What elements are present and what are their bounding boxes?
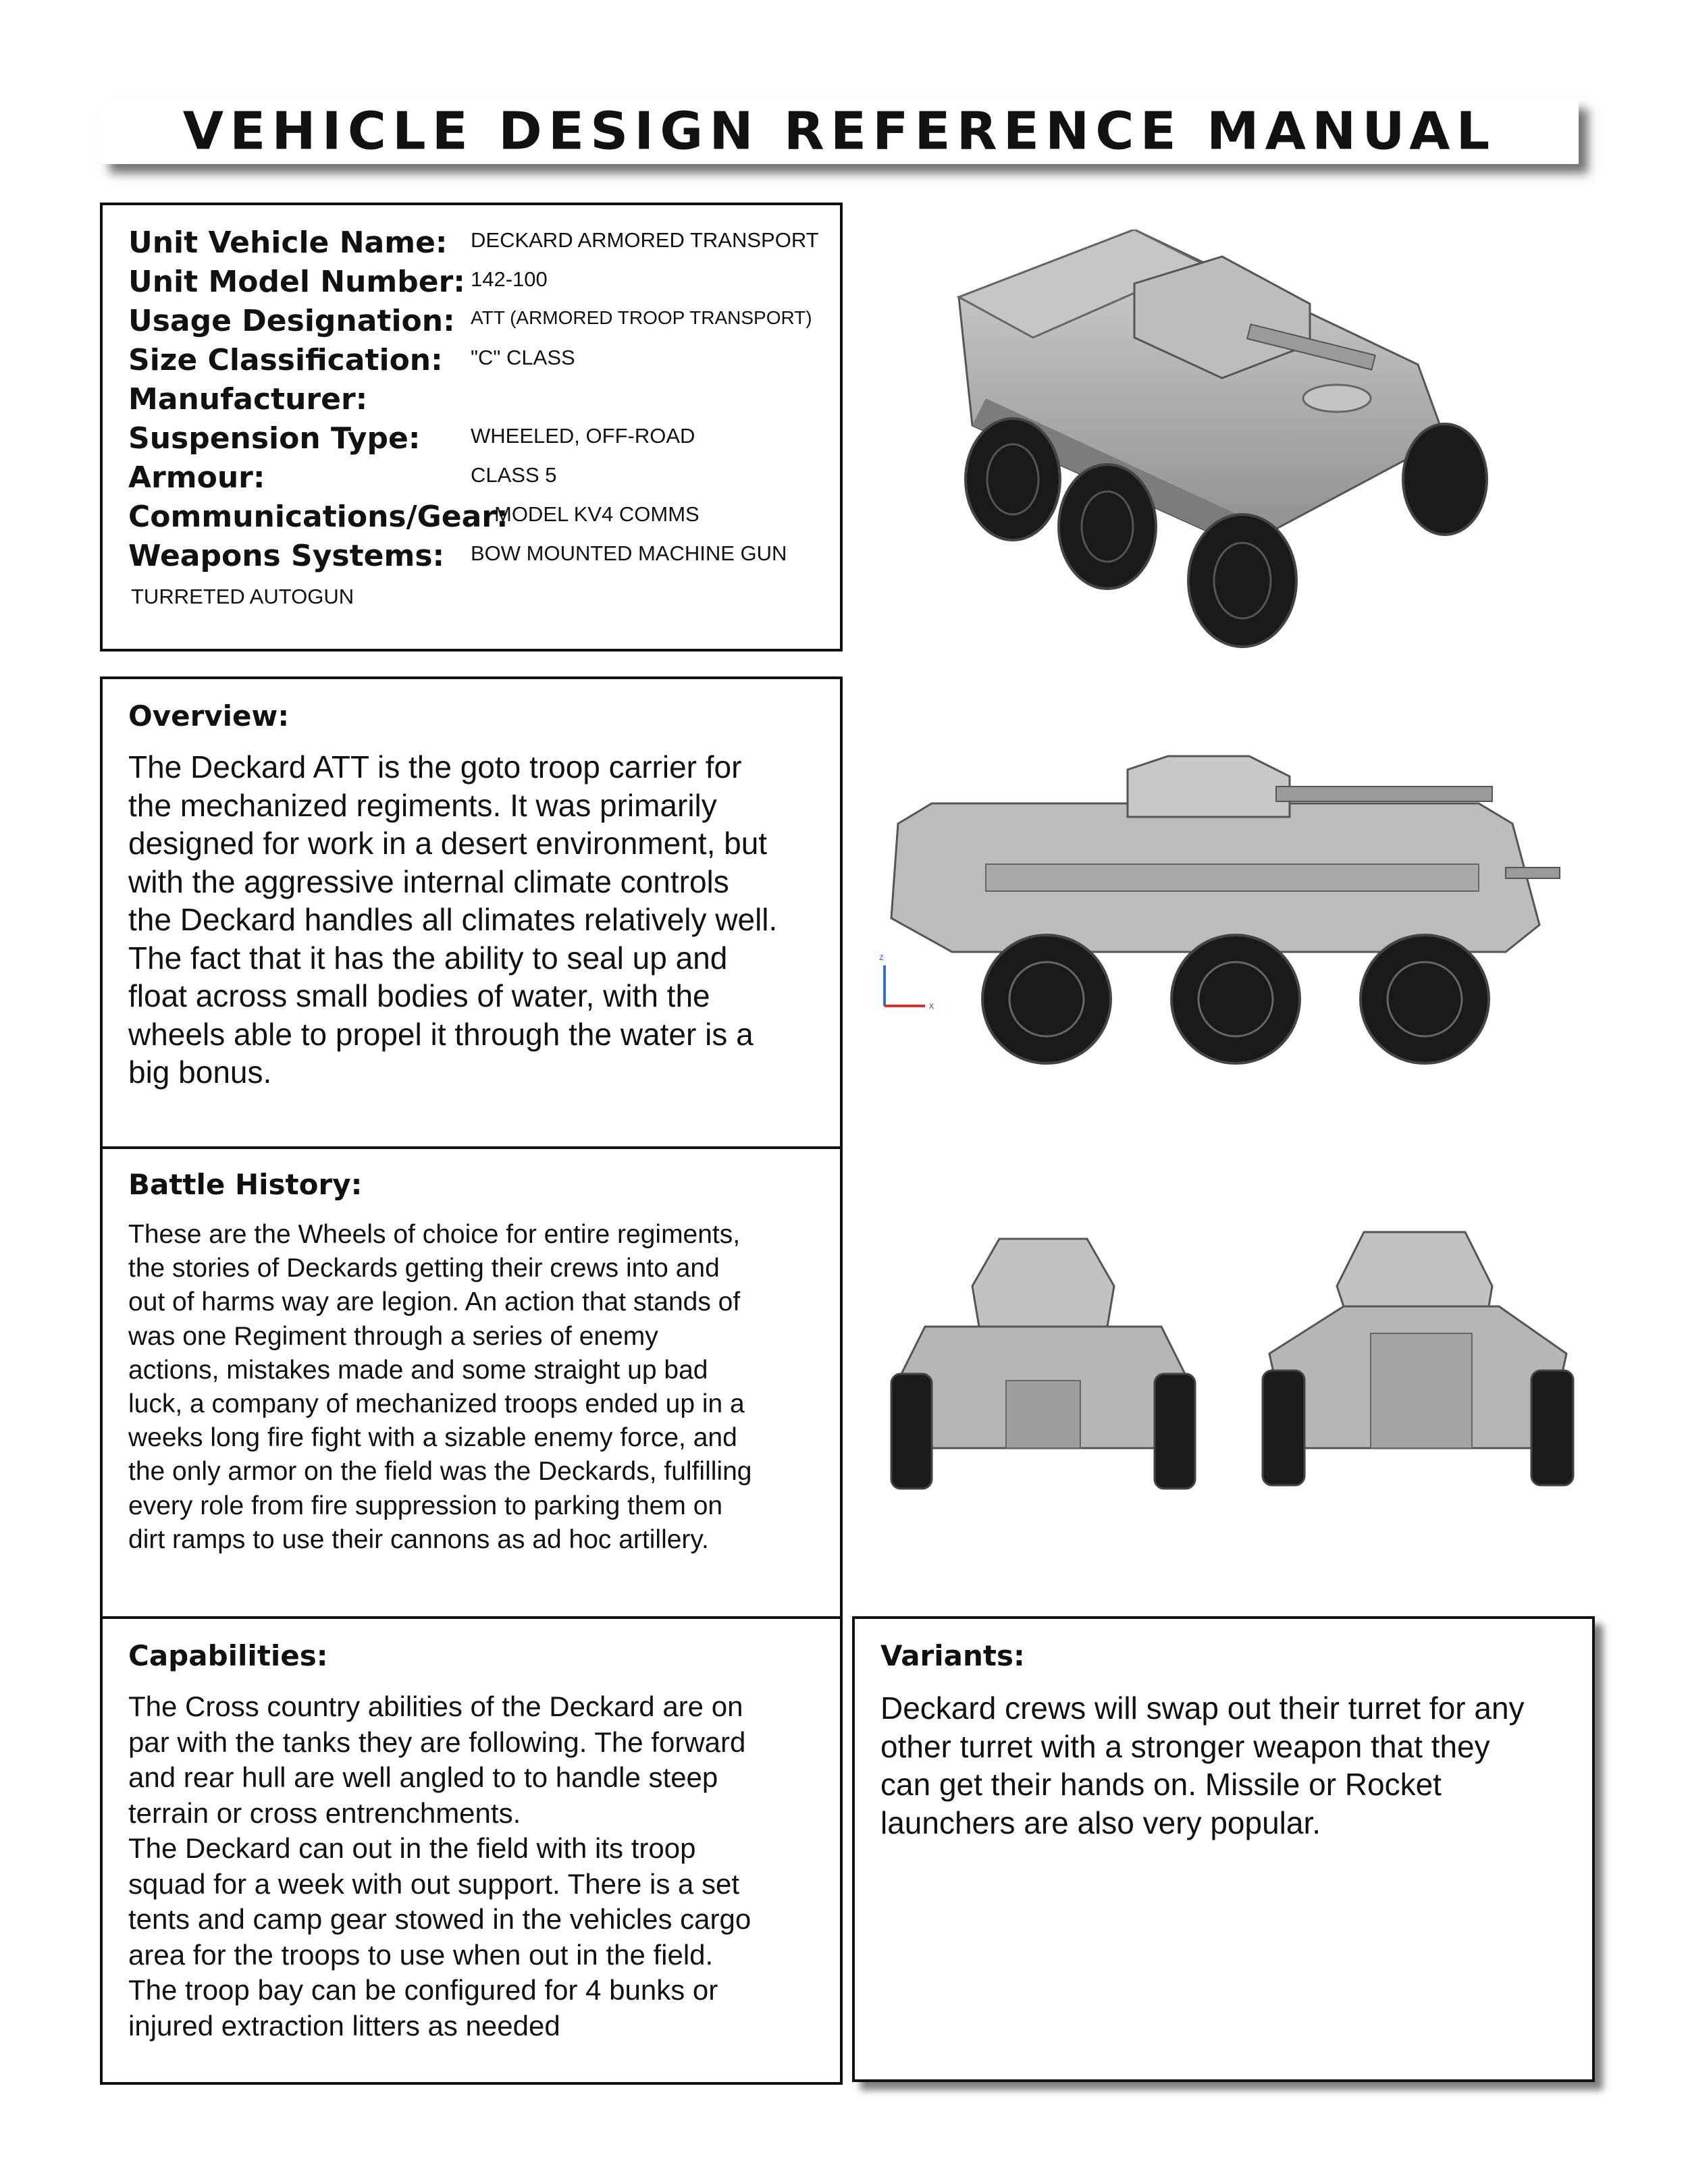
wheel-icon <box>966 419 1060 540</box>
axis-z-label: z <box>879 951 884 962</box>
spec-label: Unit Model Number: <box>128 265 465 299</box>
text-line: The troop bay can be configured for 4 bunks or <box>128 1974 718 2006</box>
text-line: luck, a company of mechanized troops ended up in a <box>128 1389 745 1419</box>
front-grille <box>1006 1381 1080 1448</box>
vehicle-rear-view <box>1256 1225 1580 1495</box>
spec-value: MODEL KV4 COMMS <box>494 502 700 526</box>
text-line: designed for work in a desert environment, but <box>128 826 768 861</box>
text-line: can get their hands on. Missile or Rocket <box>880 1767 1442 1802</box>
capabilities-panel <box>100 1616 843 2085</box>
text-line: weeks long fire fight with a sizable enemy force, and <box>128 1423 737 1453</box>
rear-door <box>1371 1333 1472 1448</box>
text-line: float across small bodies of water, with the <box>128 978 710 1013</box>
spec-label: Manufacturer: <box>128 382 368 417</box>
text-line: terrain or cross entrenchments. <box>128 1796 521 1829</box>
overview-panel <box>100 676 843 1149</box>
battle-history-panel <box>100 1146 843 1619</box>
spec-value: 142-100 <box>471 267 548 291</box>
text-line: The Deckard can out in the field with its troop <box>128 1832 696 1864</box>
wheel-icon <box>1188 514 1296 647</box>
axis-x-label: x <box>929 1000 934 1011</box>
text-line: every role from fire suppression to parking them on <box>128 1491 723 1520</box>
variants-title: Variants: <box>880 1639 1025 1672</box>
overview-title: Overview: <box>128 699 290 733</box>
battle-history-text <box>128 1218 824 1557</box>
wheel-icon <box>1531 1370 1573 1485</box>
text-line: launchers are also very popular. <box>880 1805 1321 1840</box>
wheel-icon <box>1403 424 1487 535</box>
spec-value: BOW MOUNTED MACHINE GUN <box>471 541 787 565</box>
text-line: area for the troops to use when out in the field. <box>128 1938 714 1971</box>
turret <box>972 1239 1114 1327</box>
spec-label: Communications/Gear: <box>128 500 508 534</box>
spec-value: ATT (ARMORED TROOP TRANSPORT) <box>471 307 812 328</box>
turret <box>1128 756 1290 817</box>
capabilities-title: Capabilities: <box>128 1639 328 1672</box>
machine-gun-barrel <box>1506 868 1560 878</box>
spec-value: CLASS 5 <box>471 463 557 487</box>
text-line: was one Regiment through a series of enemy <box>128 1321 658 1351</box>
variants-panel <box>852 1616 1595 2082</box>
vehicle-front-view <box>885 1225 1202 1495</box>
spec-label: Suspension Type: <box>128 421 421 456</box>
battle-history-title: Battle History: <box>128 1168 363 1201</box>
spec-label: Unit Vehicle Name: <box>128 225 448 260</box>
manual-title: VEHICLE DESIGN REFERENCE MANUAL <box>182 101 1496 162</box>
title-banner <box>100 99 1579 164</box>
text-line: actions, mistakes made and some straight up bad <box>128 1355 708 1385</box>
text-line: out of harms way are legion. An action that stands of <box>128 1287 741 1317</box>
hatch <box>1303 385 1371 412</box>
text-line: tents and camp gear stowed in the vehicles cargo <box>128 1903 751 1935</box>
spec-label: Usage Designation: <box>128 304 455 338</box>
wheel-icon <box>891 1374 932 1489</box>
wheel-icon <box>1361 935 1489 1063</box>
spec-value: DECKARD ARMORED TRANSPORT <box>471 228 819 252</box>
text-line: Deckard crews will swap out their turret for any <box>880 1690 1525 1726</box>
text-line: injured extraction litters as needed <box>128 2009 560 2042</box>
text-line: the Deckard handles all climates relatively well. <box>128 902 778 937</box>
text-line: The Cross country abilities of the Deckard are on <box>128 1690 743 1722</box>
text-line: par with the tanks they are following. The forward <box>128 1726 746 1758</box>
text-line: squad for a week with out support. There is a set <box>128 1867 740 1900</box>
wheel-icon <box>1155 1374 1195 1489</box>
cannon-barrel <box>1276 787 1492 801</box>
spec-value: "C" CLASS <box>471 346 575 369</box>
axis-gizmo <box>879 951 934 1011</box>
text-line: and rear hull are well angled to to handle steep <box>128 1761 718 1793</box>
variants-text <box>880 1689 1576 1842</box>
specs-panel <box>100 203 843 651</box>
spec-label: Weapons Systems: <box>128 539 445 573</box>
text-line: The Deckard ATT is the goto troop carrier for <box>128 749 742 784</box>
wheel-icon <box>1171 935 1300 1063</box>
text-line: wheels able to propel it through the water is a <box>128 1016 754 1052</box>
text-line: the mechanized regiments. It was primarily <box>128 787 717 823</box>
wheel-icon <box>1263 1370 1304 1485</box>
spec-value-extra: TURRETED AUTOGUN <box>131 585 354 608</box>
text-line: The fact that it has the ability to seal up and <box>128 940 728 976</box>
vehicle-isometric-view <box>932 230 1539 648</box>
wheel-icon <box>1059 464 1156 589</box>
text-line: the stories of Deckards getting their crews into and <box>128 1254 720 1283</box>
text-line: big bonus. <box>128 1055 272 1090</box>
text-line: other turret with a stronger weapon that they <box>880 1728 1490 1764</box>
wheel-icon <box>982 935 1111 1063</box>
capabilities-text <box>128 1689 824 2044</box>
text-line: with the aggressive internal climate controls <box>128 863 729 899</box>
text-line: dirt ramps to use their cannons as ad hoc artillery. <box>128 1524 709 1554</box>
text-line: These are the Wheels of choice for entire regiments, <box>128 1220 741 1249</box>
spec-label: Size Classification: <box>128 343 443 377</box>
spec-label: Armour: <box>128 460 265 495</box>
text-line: the only armor on the field was the Deckards, fulfilling <box>128 1457 752 1487</box>
vehicle-side-view <box>871 749 1600 1100</box>
hull-rail <box>986 864 1479 891</box>
spec-value: WHEELED, OFF-ROAD <box>471 424 695 448</box>
overview-text <box>128 748 824 1092</box>
